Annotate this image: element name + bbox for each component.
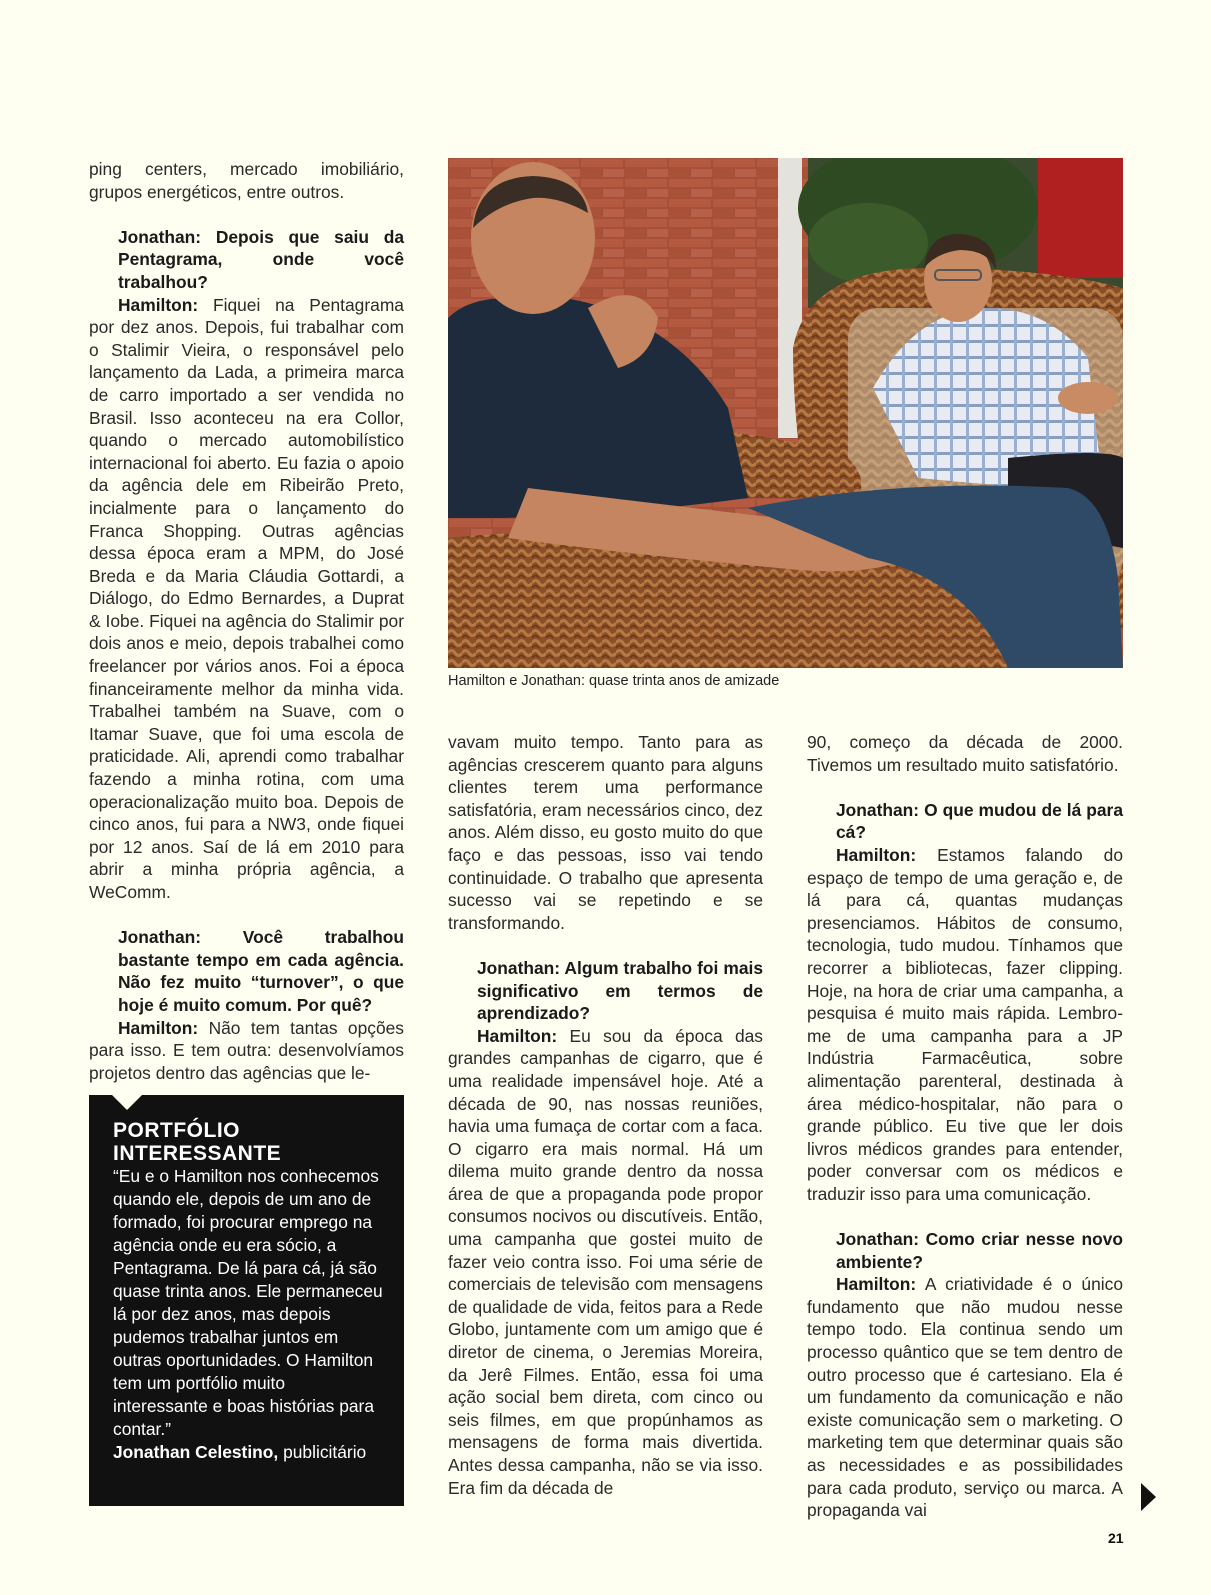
author-name: Jonathan Celestino, [113,1442,279,1462]
interview-photo [448,158,1123,668]
interview-answer [807,844,1123,1206]
interview-question: Jonathan: Depois que saiu da Pentagrama, onde você trabalhou? [118,226,404,292]
page-number: 21 [1108,1530,1124,1546]
sidebar-author [113,1441,384,1464]
interview-answer [89,1017,404,1085]
sidebar-quote-box [89,1095,404,1506]
article-column-1 [89,158,404,1084]
answer-text: Não tem tantas opções para isso. E tem outra: desenvolvíamos projetos dentro das agências que le- [89,1017,404,1083]
interview-answer [807,1273,1123,1522]
speaker-label: Hamilton: [836,844,917,865]
interview-question: Jonathan: O que mudou de lá para cá? [836,799,1123,843]
author-role: publicitário [283,1442,367,1462]
article-column-2 [448,731,763,1499]
interview-answer [89,294,404,904]
sidebar-quote: “Eu e o Hamilton nos conhecemos quando ele, depois de um ano de formado, foi procurar emprego na agência onde eu era sócio, a Pentagrama. De lá para cá, já são quase trinta anos. Ele permaneceu lá por dez anos, mas depois pudemos trabalhar juntos em outras oportunidades. O Hamilton tem um portfólio muito interessante e boas histórias para contar.” [113,1166,383,1439]
interview-question: Jonathan: Algum trabalho foi mais significativo em termos de aprendizado? [477,957,763,1024]
interview-question: Jonathan: Você trabalhou bastante tempo em cada agência. Não fez muito “turnover”, o que hoje é muito comum. Por quê? [118,927,404,1015]
speaker-label: Hamilton: [118,294,199,315]
paragraph: ping centers, mercado imobiliário, grupos energéticos, entre outros. [89,159,404,202]
speaker-label: Hamilton: [118,1017,199,1038]
paragraph: 90, começo da década de 2000. Tivemos um resultado muito satisfatório. [807,732,1123,775]
continue-arrow-icon [1141,1483,1156,1511]
photo-caption: Hamilton e Jonathan: quase trinta anos de amizade [448,673,780,689]
interview-answer [448,1025,763,1499]
answer-text: Eu sou da época das grandes campanhas de cigarro, que é uma realidade impensável hoje. Até a década de 90, nas nossas reuniões, havia uma fumaça de cortar com a faca. O cigarro era mais normal. Há um dilema muito grande dentro da nossa área de que a propaganda pode propor consumos nocivos ou discutíveis. Então, uma campanha que gostei muito de fazer veio contra isso. Foi uma série de comerciais de televisão com mensagens de qualidade de vida, feitos para a Rede Globo, juntamente com um amigo que é diretor de cinema, o Jeremias Moreira, da Jerê Filmes. Então, essa foi uma ação social bem direta, com cinco ou seis filmes, em que propúnhamos as mensagens de forma mais divertida. Antes dessa campanha, não se via isso. Era fim da década de [448,1025,763,1498]
speaker-label: Hamilton: [477,1025,558,1046]
answer-text: Fiquei na Pentagrama por dez anos. Depois, fui trabalhar com o Stalimir Vieira, o responsável pelo lançamento da Lada, a primeira marca de carro importado a ser vendida no Brasil. Isso aconteceu na era Collor, quando o mercado automobilístico internacional foi aberto. Eu fazia o apoio da agência dele em Ribeirão Preto, incialmente para o lançamento do Franca Shopping. Outras agências dessa época eram a MPM, do José Breda e da Maria Cláudia Gottardi, a Diálogo, do Edmo Bernardes, a Duprat & Iobe. Fiquei na agência do Stalimir por dois anos e meio, depois trabalhei como freelancer por vários anos. Foi a época financeiramente melhor da minha vida. Trabalhei também na Suave, com o Itamar Suave, que foi uma escola de praticidade. Ali, aprendi como trabalhar fazendo a minha rotina, com uma operacionalização muito boa. Depois de cinco anos, fui para a NW3, onde fiquei por 12 anos. Saí de lá em 2010 para abrir a minha própria agência, a WeComm. [89,294,404,902]
paragraph: vavam muito tempo. Tanto para as agências crescerem quanto para alguns clientes terem uma performance satisfatória, eram necessários cinco, dez anos. Além disso, eu gosto muito do que faço e das pessoas, isso vai tendo continuidade. O trabalho que apresenta sucesso vai se repetindo e se transformando. [448,732,763,933]
article-column-3 [807,731,1123,1522]
answer-text: A criatividade é o único fundamento que não mudou nesse tempo todo. Ela continua sendo um processo quântico que se tem dentro de outro processo que é cartesiano. Ela é um fundamento da comunicação e não existe comunicação sem o marketing. O marketing tem que determinar quais são as necessidades e as possibilidades para cada produto, serviço ou marca. A propaganda vai [807,1274,1123,1521]
notch-decoration [111,1094,143,1110]
sidebar-title: PORTFÓLIO INTERESSANTE [113,1119,282,1165]
interview-question: Jonathan: Como criar nesse novo ambiente? [836,1229,1123,1272]
answer-text: Estamos falando do espaço de tempo de uma geração e, de lá para cá, quantas mudanças presenciamos. Hábitos de consumo, tecnologia, tudo mudou. Tínhamos que recorrer a bibliotecas, fazer clipping. Hoje, na hora de criar uma campanha, a pesquisa é muito mais rápida. Lembro-me de uma campanha para a JP Indústria Farmacêutica, sobre alimentação parenteral, destinada à área médico-hospitalar, não para o grande público. Eu tive que ler dois livros médicos grandes para entender, poder conversar com os médicos e traduzir isso para uma comunicação. [807,844,1123,1204]
speaker-label: Hamilton: [836,1274,917,1295]
